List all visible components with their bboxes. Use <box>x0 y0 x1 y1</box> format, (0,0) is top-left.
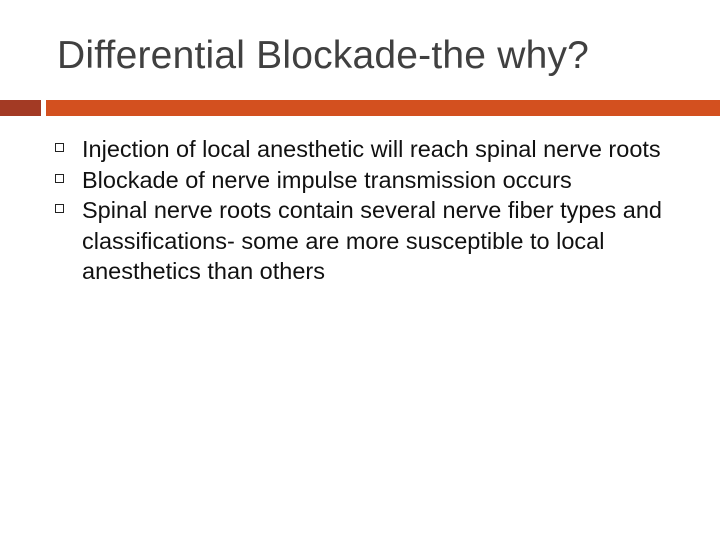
bullet-item <box>55 195 705 287</box>
title-rule-accent-left <box>0 100 41 116</box>
hollow-square-bullet-icon <box>55 204 64 213</box>
bullet-list <box>55 134 705 287</box>
title-rule-accent <box>46 100 720 116</box>
slide-title: Differential Blockade-the why? <box>57 34 590 77</box>
bullet-text: Blockade of nerve impulse transmission occurs <box>82 166 572 193</box>
bullet-text: Spinal nerve roots contain several nerve fiber types and classifications- some are more susceptible to local anesthetics than others <box>82 197 662 284</box>
hollow-square-bullet-icon <box>55 143 64 152</box>
hollow-square-bullet-icon <box>55 174 64 183</box>
bullet-item <box>55 134 705 165</box>
bullet-item <box>55 165 705 196</box>
bullet-text: Injection of local anesthetic will reach spinal nerve roots <box>82 136 661 162</box>
